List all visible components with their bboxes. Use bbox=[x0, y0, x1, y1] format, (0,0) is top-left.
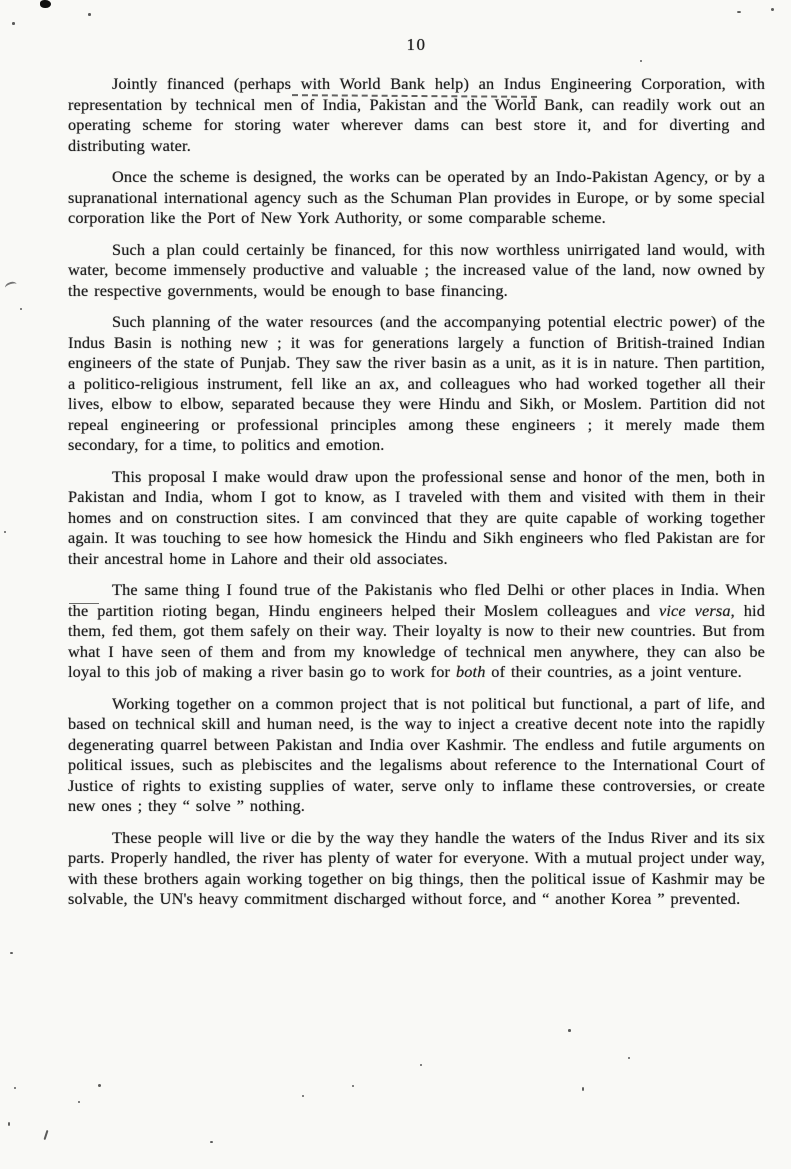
text-run: of their countries, as a joint venture. bbox=[485, 662, 742, 681]
ink-blot bbox=[40, 0, 51, 8]
scan-speckle bbox=[10, 952, 13, 954]
paragraph-4: Such planning of the water resources (and the accompanying potential electric power) of the Indus Basin is nothing new ; it was for generations largely a function of British-trained Indian engineers of the state of Punjab. They saw the river basin as a unit, as it is in nature. Then partition, a politico-religious instrument, fell like an ax, and colleagues who had worked together all their lives, elbow to elbow, separated because they were Hindu and Sikh, or Moslem. Partition did not repeal engineering or professional principles among these engineers ; it merely made them secondary, for a time, to politics and emotion. bbox=[68, 312, 765, 454]
scan-speckle bbox=[302, 1095, 304, 1097]
scan-speckle bbox=[78, 1101, 80, 1103]
scan-speckle bbox=[20, 308, 22, 310]
pen-squiggle-mark bbox=[4, 280, 18, 291]
scan-speckle bbox=[352, 1085, 354, 1087]
italic-text-run: vice versa bbox=[659, 600, 731, 620]
paragraph-6 bbox=[68, 580, 765, 683]
scan-speckle bbox=[88, 13, 91, 16]
handwritten-underline-mark bbox=[69, 603, 99, 604]
paragraph-1: Jointly financed (perhaps with World Bank help) an Indus Engineering Corporation, with representation by technical men of India, Pakistan and the World Bank, can readily work out an operating scheme for storing water wherever dams can best store it, and for diverting and distributing water. bbox=[68, 74, 765, 155]
scan-speckle bbox=[210, 1141, 213, 1143]
scan-speckle bbox=[98, 1084, 101, 1087]
scan-speckle bbox=[44, 1130, 49, 1140]
paragraph-7: Working together on a common project that is not political but functional, a part of life, and based on technical skill and human need, is the way to inject a creative decent note into the rapidly degenerating quarrel between Pakistan and India over Kashmir. The endless and futile arguments on political issues, such as plebiscites and the legalisms about reference to the International Court of Justice of rights to existing supplies of water, serve only to inflame these controversies, or create new ones ; they “ solve ” nothing. bbox=[68, 693, 765, 815]
text-run: The same thing I found true of the Pakistanis who fled Delhi or other places in India. When the partition rioting began, Hindu engineers helped their Moslem colleagues and bbox=[68, 580, 765, 620]
paragraph-8: These people will live or die by the way they handle the waters of the Indus River and its six parts. Properly handled, the river has plenty of water for everyone. With a mutual project under way, with these brothers again working together on big things, then the political issue of Kashmir may be solvable, the UN's heavy commitment discharged without force, and “ another Korea ” prevented. bbox=[68, 827, 765, 908]
text-run: , hid them, fed them, got them safely on their way. Their loyalty is now to their new countries. But from what I have seen of them and from my knowledge of technical men anywhere, they can also be loyal to this job of making a river basin go to work for bbox=[68, 600, 765, 681]
scan-speckle bbox=[640, 60, 642, 62]
paragraph-2: Once the scheme is designed, the works can be operated by an Indo-Pakistan Agency, or by a supranational international agency such as the Schuman Plan provides in Europe, or by some special corporation like the Port of New York Authority, or some comparable scheme. bbox=[68, 167, 765, 227]
scan-speckle bbox=[737, 11, 741, 13]
scan-speckle bbox=[568, 1029, 571, 1032]
paragraph-5: This proposal I make would draw upon the professional sense and honor of the men, both in Pakistan and India, whom I got to know, as I traveled with them and visited with them in their homes and on construction sites. I am convinced that they are quite capable of working together again. It was touching to see how homesick the Hindu and Sikh engineers who fled Pakistan are for their ancestral home in Lahore and their old associates. bbox=[68, 466, 765, 568]
italic-text-run: both bbox=[455, 662, 486, 681]
scan-speckle bbox=[8, 1122, 10, 1126]
scan-speckle bbox=[771, 8, 774, 11]
scan-speckle bbox=[12, 22, 15, 25]
scan-speckle bbox=[14, 1087, 16, 1089]
paragraph-3: Such a plan could certainly be financed, for this now worthless unirrigated land would, with water, become immensely productive and valuable ; the increased value of the land, now owned by the respective governments, would be enough to base financing. bbox=[68, 239, 765, 300]
scan-speckle bbox=[628, 1057, 630, 1059]
scan-speckle bbox=[4, 531, 6, 533]
document-body bbox=[68, 74, 765, 921]
scan-speckle bbox=[582, 1087, 584, 1091]
page-number: 10 bbox=[406, 35, 427, 54]
scan-speckle bbox=[420, 1064, 422, 1066]
